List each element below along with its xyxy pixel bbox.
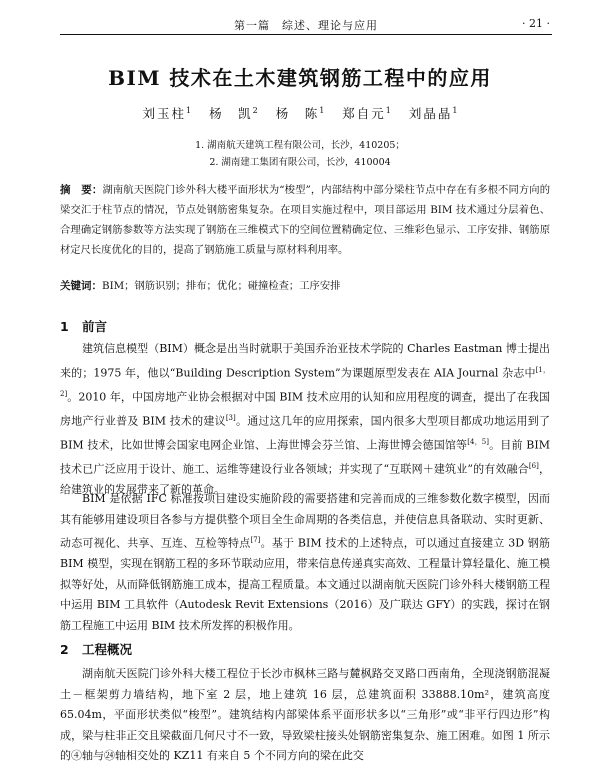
author-name: 杨 凯 xyxy=(209,106,253,121)
author-affiliation-mark: 2 xyxy=(252,105,258,115)
author-name: 郑自元 xyxy=(342,106,386,121)
paragraph-text: ，给建筑业的发展带来了新的革命。 xyxy=(60,462,550,497)
citation: [3] xyxy=(225,413,236,422)
section-title: 工程概况 xyxy=(82,642,133,657)
body-paragraph xyxy=(60,489,550,636)
section-number: 1 xyxy=(60,319,69,334)
page-number: · 21 · xyxy=(522,17,550,30)
section-number: 2 xyxy=(60,642,69,657)
section-heading-project-overview xyxy=(60,640,132,658)
author-affiliation-mark: 1 xyxy=(186,105,192,115)
abstract xyxy=(60,180,550,260)
body-paragraph xyxy=(60,339,550,501)
affiliation-2: 2. 湖南建工集团有限公司，长沙，410004 xyxy=(209,157,391,168)
author-affiliation-mark: 1 xyxy=(452,105,458,115)
author-affiliation-mark: 1 xyxy=(319,105,325,115)
paragraph-text: 。通过这几年的应用探索，国内很多大型项目都成功地运用到了 BIM 技术，比如世博会国家电网企业馆、上海世博会芬兰馆、上海世博会德国馆等 xyxy=(60,414,551,452)
paragraph-text: 。2010 年，中国房地产业协会根据对中国 BIM 技术应用的认知和应用程度的调查，提出了在我国房地产行业普及 BIM 技术的建议 xyxy=(60,390,550,428)
citation: [4，5] xyxy=(467,437,489,446)
paragraph-text: 。目前 BIM 技术已广泛应用于设计、施工、运维等建设行业各领域；并实现了“互联网＋建筑业”的有效融合 xyxy=(60,438,550,476)
paragraph-text: 湖南航天医院门诊外科大楼工程位于长沙市枫林三路与麓枫路交叉路口西南角，全现浇钢筋混凝土－框架剪力墙结构，地下室 2 层，地上建筑 16 层，总建筑面积 33888.10m²，建筑高度 65.04m，平面形状类似“梭型”。建筑结构内部梁体系平面形状多以“三角形”或“非平行四边形”构成，梁与柱非正交且梁截面几何尺寸不一致，导致梁柱接头处钢筋密集复杂、施工困难。如图 1 所示的④轴与㉔轴相交处的 KZ11 有来自 5 个不同方向的梁在此交 xyxy=(60,667,550,762)
keywords xyxy=(60,277,550,293)
keywords-label: 关键词： xyxy=(60,280,102,292)
author-affiliation-mark: 1 xyxy=(385,105,391,115)
paragraph-text: BIM 是依据 IFC 标准按项目建设实施阶段的需要搭建和完善而成的三维参数化数字模型，因而其有能够用建设项目各参与方提供整个项目全生命周期的各类信息，并使信息具备联动、实时更新、动态可视化、共享、互连、互检等特点 xyxy=(60,492,550,550)
abstract-label: 摘 要： xyxy=(60,184,103,196)
author-name: 杨 陈 xyxy=(275,106,320,121)
author-list xyxy=(0,104,600,122)
abstract-text: 湖南航天医院门诊外科大楼平面形状为“梭型”，内部结构中部分梁柱节点中存在有多根不同方向的梁交汇于柱节点的情况，节点处钢筋密集复杂。在项目实施过程中，项目部运用 BIM 技术通过分层着色、合理确定钢筋参数等方法实现了钢筋在三维模式下的空间位置精确定位、三维彩色显示、工序安排、钢筋原材定尺长度优化的目的，提高了钢筋施工质量与原材料利用率。 xyxy=(60,184,551,256)
keywords-text: BIM；钢筋识别；排布；优化；碰撞检查；工序安排 xyxy=(102,280,341,292)
paragraph-text: 建筑信息模型（BIM）概念是出当时就职于美国乔治亚技术学院的 Charles Eastman 博士提出来的；1975 年，他以“Building Description System”为课题原型发表在 AIA Journal 杂志中 xyxy=(60,342,550,380)
author-name: 刘晶晶 xyxy=(408,106,453,121)
citation: [6] xyxy=(528,462,539,471)
paper-title: BIM 技术在土木建筑钢筋工程中的应用 xyxy=(108,66,492,90)
section-heading-introduction xyxy=(60,317,107,335)
running-title: 第一篇 综述、理论与应用 xyxy=(234,19,378,32)
section-title: 前言 xyxy=(82,319,108,334)
running-header xyxy=(60,14,552,35)
citation: [7] xyxy=(250,536,261,544)
author-name: 刘玉柱 xyxy=(142,106,187,121)
body-paragraph xyxy=(60,664,550,767)
paragraph-text: 。基于 BIM 技术的上述特点，可以通过直接建立 3D 钢筋 BIM 模型，实现在钢筋工程的多环节联动应用，带来信息传递真实高效、工程量计算轻量化、施工模拟等好处，从而降低钢筋施工成本，提高工程质量。本文通过以湖南航天医院门诊外科大楼钢筋工程中运用 BIM 工具软件（Autodesk Revit Extensions（2016）及广联达 GFY）的实践，探讨在钢筋工程施工中运用 BIM 技术所发挥的积极作用。 xyxy=(60,536,551,632)
affiliation-1: 1. 湖南航天建筑工程有限公司，长沙，410205； xyxy=(195,140,405,151)
citation: [1，2] xyxy=(60,365,551,398)
